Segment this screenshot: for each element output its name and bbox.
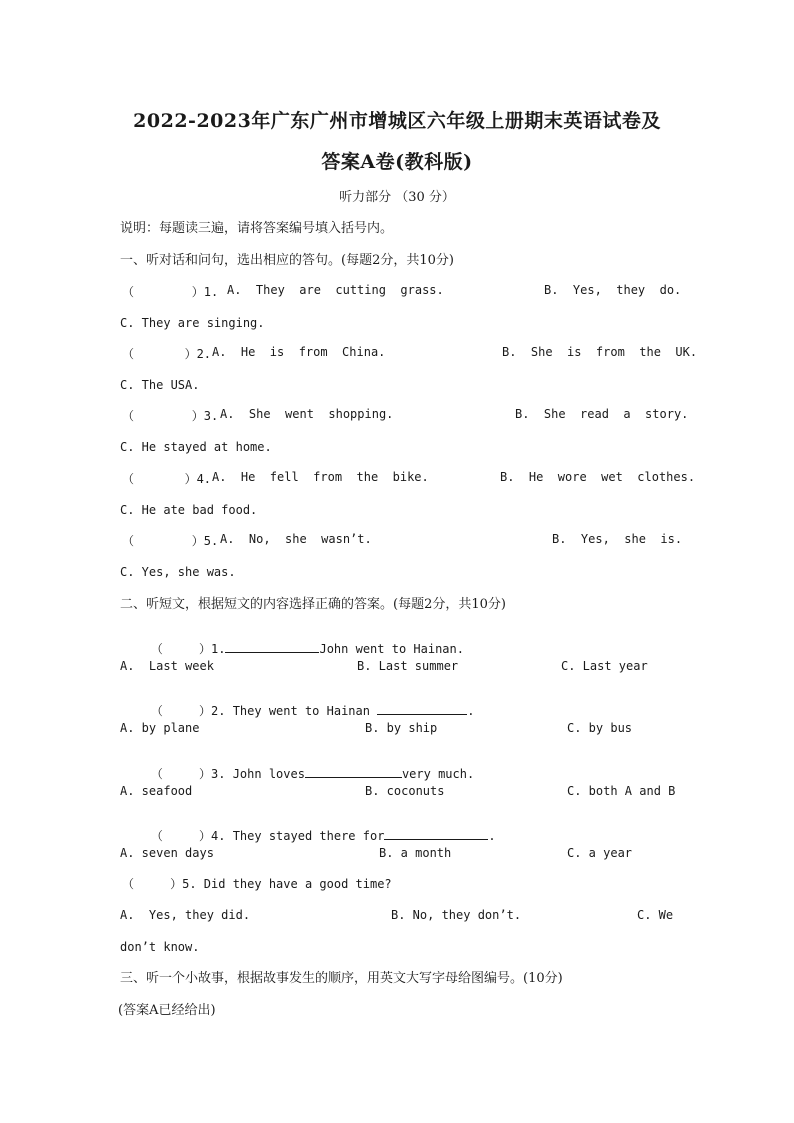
part1-q4-option-a: A. He fell from the bike. (212, 470, 429, 484)
part2-q2-option-a: A. by plane (120, 721, 200, 735)
answer-blank (225, 640, 319, 653)
page-title-line-1: 2022-2023年广东广州市增城区六年级上册期末英语试卷及 (133, 110, 661, 132)
part1-q4-number: （ ）4. (122, 472, 212, 486)
part2-q2-option-b: B. by ship (365, 721, 438, 735)
part2-q3-option-a: A. seafood (120, 784, 193, 798)
part1-q3-option-a: A. She went shopping. (220, 407, 394, 421)
part1-heading: 一、听对话和问句，选出相应的答句。(每题2分，共10分) (120, 253, 454, 268)
part2-q1-option-a: A. Last week (120, 659, 214, 673)
part3-note: (答案A已经给出) (118, 1003, 216, 1018)
part2-q5-option-a: A. Yes, they did. (120, 908, 251, 922)
part2-heading: 二、听短文，根据短文的内容选择正确的答案。(每题2分，共10分) (120, 597, 506, 612)
part1-q2-option-b: B. She is from the UK. (502, 345, 698, 359)
part2-q3-option-c: C. both A and B (567, 784, 676, 798)
part2-q4-suffix: . (488, 829, 496, 843)
part2-q3-suffix: very much. (401, 767, 475, 781)
part2-q1-prefix: （ ）1. (150, 642, 226, 656)
part1-q5-option-c: C. Yes, she was. (120, 565, 236, 579)
part3-heading: 三、听一个小故事，根据故事发生的顺序，用英文大写字母给图编号。(10分) (120, 971, 563, 986)
part2-q2-prefix: （ ）2. They went to Hainan (150, 704, 370, 718)
part1-q5-option-a: A. No, she wasn’t. (220, 532, 372, 546)
part2-q5-option-c-continued: don’t know. (120, 940, 200, 954)
part1-q4-option-b: B. He wore wet clothes. (500, 470, 696, 484)
answer-blank (305, 765, 402, 778)
part2-q1-option-b: B. Last summer (357, 659, 459, 673)
part1-q3-option-b: B. She read a story. (515, 407, 689, 421)
part1-q2-option-c: C. The USA. (120, 378, 200, 392)
part2-q4-prefix: （ ）4. They stayed there for (150, 829, 385, 843)
part1-q3-option-c: C. He stayed at home. (120, 440, 272, 454)
part1-q1-number: （ ）1. (122, 285, 219, 299)
part1-q4-option-c: C. He ate bad food. (120, 503, 258, 517)
page-title-line-2: 答案A卷(教科版) (321, 151, 473, 173)
part1-q1-option-b: B. Yes, they do. (544, 283, 682, 297)
part1-q5-option-b: B. Yes, she is. (552, 532, 683, 546)
instructions: 说明：每题读三遍，请将答案编号填入括号内。 (120, 221, 394, 236)
part2-q5-question: （ ）5. Did they have a good time? (122, 877, 392, 891)
part2-q1-suffix: John went to Hainan. (319, 642, 464, 656)
answer-blank (384, 827, 488, 840)
part2-q5-option-c: C. We (637, 908, 674, 922)
part1-q1-option-c: C. They are singing. (120, 316, 265, 330)
part2-q4-option-a: A. seven days (120, 846, 214, 860)
part1-q2-option-a: A. He is from China. (212, 345, 386, 359)
answer-blank (377, 702, 467, 715)
part2-q3-option-b: B. coconuts (365, 784, 445, 798)
part1-q2-number: （ ）2. (122, 347, 212, 361)
part2-q1-option-c: C. Last year (561, 659, 648, 673)
part1-q5-number: （ ）5. (122, 534, 219, 548)
part1-q3-number: （ ）3. (122, 409, 219, 423)
part1-q1-option-a: A. They are cutting grass. (227, 283, 444, 297)
section-heading: 听力部分 （30 分） (339, 190, 455, 205)
part2-q4-option-c: C. a year (567, 846, 633, 860)
part2-q2-option-c: C. by bus (567, 721, 633, 735)
part2-q3-prefix: （ ）3. John loves (150, 767, 305, 781)
part2-q2-suffix: . (467, 704, 475, 718)
part2-q4-option-b: B. a month (379, 846, 452, 860)
part2-q5-option-b: B. No, they don’t. (391, 908, 522, 922)
